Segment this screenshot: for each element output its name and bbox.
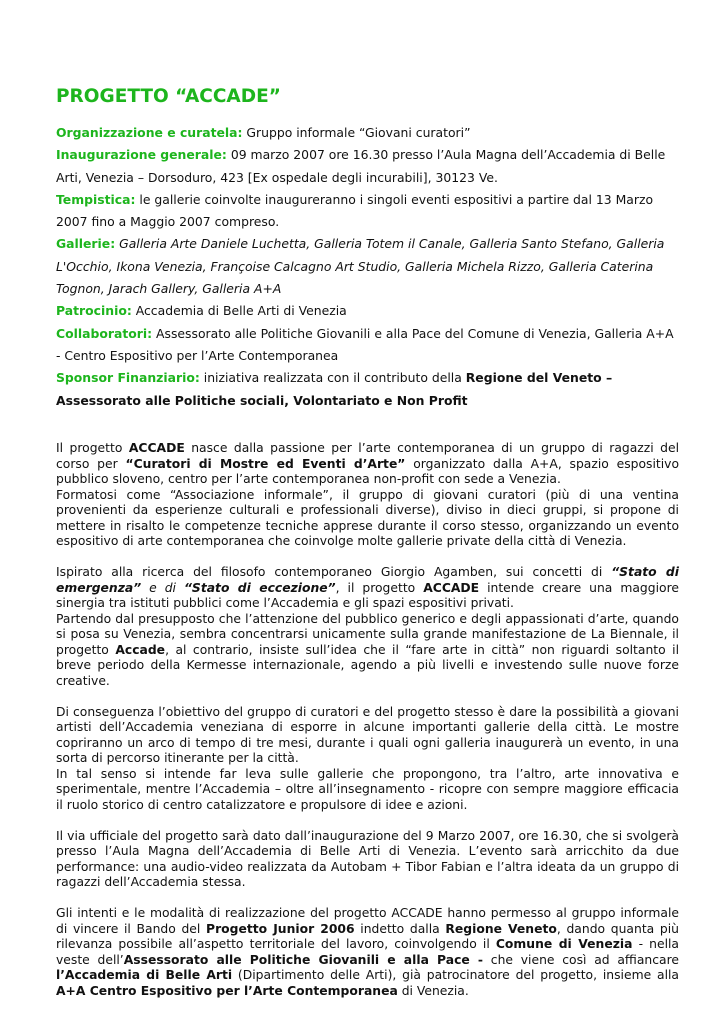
text-run: (Dipartimento delle Arti), già patrocinatore del progetto, insieme alla (232, 968, 679, 982)
text-run-bold: ACCADE (423, 580, 480, 595)
text-run: di Venezia. (397, 983, 469, 998)
paragraph: Di conseguenza l’obiettivo del gruppo di curatori e del progetto stesso è dare la possibilità a giovani artisti dell’Accademia veneziana di esporre in alcune importanti gallerie della città. Le mostre copriranno un arco di tempo di tre mesi, durante i quali ogni galleria inaugurerà un evento, in una sorta di percorso itinerante per la città. (56, 704, 679, 765)
info-collaboratori (56, 323, 679, 368)
text-run-bold: ACCADE (128, 441, 185, 455)
info-value: Gruppo informale “Giovani curatori” (242, 125, 471, 140)
text-run-bold: “Curatori di Mostre ed Eventi d’Arte” (125, 456, 406, 471)
info-value-bold: Regione del Veneto – Assessorato alle Politiche sociali, Volontariato e Non Profit (56, 370, 613, 408)
text-run: , dando quanta più rilevanza possibile all’aspetto territoriale del lavoro, coinvolgendo il (56, 921, 680, 951)
info-value: 09 marzo 2007 ore 16.30 presso l’Aula Magna dell’Accademia di Belle Arti, Venezia – Dorsoduro, 423 [Ex ospedale degli incurabili], 30123 Ve. (56, 147, 666, 185)
paragraph (56, 612, 679, 690)
text-run-bold: Regione Veneto (445, 921, 557, 936)
text-run: , il progetto (335, 580, 424, 595)
page-title: PROGETTO “ACCADE” (56, 86, 281, 107)
text-run-bold: l’Accademia di Belle Arti (56, 968, 233, 982)
paragraph (56, 565, 679, 612)
info-value: Accademia di Belle Arti di Venezia (131, 303, 347, 319)
text-run: nasce dalla passione per l’arte contemporanea di un gruppo di ragazzi del corso per (56, 441, 679, 471)
info-label: Gallerie: (56, 236, 116, 252)
info-patrocinio (56, 300, 679, 322)
text-run-bold: Assessorato alle Politiche Giovanili e alla Pace - (123, 952, 484, 967)
text-run: indetto dalla (354, 921, 446, 936)
paragraph (56, 441, 679, 488)
text-run-bold: Accade (115, 642, 166, 657)
text-run: Partendo dal presupposto che l’attenzione del pubblico generico e degli appassionati d’arte, quando si posa su Venezia, sembra concentrarsi unicamente sulla grande manifestazione de La Biennale, il progetto (56, 611, 679, 657)
info-organizzazione (56, 122, 679, 144)
text-run-bold-italic: “Stato di eccezione” (183, 580, 336, 595)
paragraph: In tal senso si intende far leva sulle gallerie che propongono, tra l’altro, arte innovativa e sperimentale, mentre l’Accademia – oltre all’insegnamento - ricopre con sempre maggiore efficacia il ruolo storico di centro catalizzatore e propulsore di idee e azioni. (56, 766, 679, 812)
text-run: , al contrario, insiste sull’idea che il “fare arte in città” non riguardi soltanto il breve periodo della Kermesse internazionale, agendo a più livelli e investendo sulle nuove forze creative. (56, 642, 680, 688)
paragraph: Il via ufficiale del progetto sarà dato dall’inaugurazione del 9 Marzo 2007, ore 16.30, che si svolgerà presso l’Aula Magna dell’Accademia di Belle Arti di Venezia. L’evento sarà arricchito da due performance: una audio-video realizzata da Autobam + Tibor Fabian e l’altra ideata da un gruppo di ragazzi dell’Accademia stessa. (56, 828, 679, 889)
info-label: Inaugurazione generale: (56, 147, 227, 163)
text-run: Ispirato alla ricerca del filosofo contemporaneo Giorgio Agamben, sui concetti di (56, 565, 612, 579)
info-value: Galleria Arte Daniele Luchetta, Galleria Totem il Canale, Galleria Santo Stefano, Galleria L'Occhio, Ikona Venezia, Françoise Calcagno Art Studio, Galleria Michela Rizzo, Galleria Caterina Tognon, Jarach Gallery, Galleria A+A (56, 236, 665, 297)
info-inaugurazione (56, 144, 679, 189)
text-run-italic: e di (141, 580, 184, 595)
project-info (56, 122, 679, 412)
text-run-bold: Progetto Junior 2006 (206, 921, 355, 936)
info-value: iniziativa realizzata con il contributo della (199, 370, 466, 386)
text-run: Il progetto (56, 441, 129, 455)
text-run: intende creare una maggiore sinergia tra istituti pubblici come l’Accademia e gli spazi espositivi privati. (56, 580, 679, 610)
paragraph: Formatosi come “Associazione informale”, il gruppo di giovani curatori (più di una ventina provenienti da esperienze culturali e professionali diverse), diviso in dieci gruppi, si propone di mettere in risalto le competenze tecniche apprese durante il corso stesso, organizzando un evento espositivo di arte contemporanea che coinvolge molte gallerie private della città di Venezia. (56, 487, 679, 548)
text-run: - nella veste dell’ (56, 937, 679, 967)
text-run: Gli intenti e le modalità di realizzazione del progetto ACCADE hanno permesso al gruppo informale di vincere il Bando del (56, 906, 679, 936)
info-gallerie (56, 233, 679, 300)
text-run-bold: Comune di Venezia (495, 937, 633, 951)
info-label: Organizzazione e curatela: (56, 125, 243, 140)
info-label: Tempistica: (56, 191, 136, 207)
info-value: Assessorato alle Politiche Giovanili e alla Pace del Comune di Venezia, Galleria A+A - Centro Espositivo per l’Arte Contemporanea (56, 325, 674, 363)
text-run-bold-italic: “Stato di emergenza” (56, 565, 679, 595)
info-label: Sponsor Finanziario: (56, 370, 200, 386)
text-run-bold: A+A Centro Espositivo per l’Arte Contemporanea (56, 983, 398, 998)
text-run: che viene così ad affiancare (483, 952, 679, 967)
info-value: le gallerie coinvolte inaugureranno i singoli eventi espositivi a partire dal 13 Marzo 2007 fino a Maggio 2007 compreso. (56, 191, 654, 230)
info-sponsor (56, 367, 679, 412)
info-tempistica (56, 189, 679, 234)
text-run: organizzato dalla A+A, spazio espositivo pubblico sloveno, centro per l’arte contemporanea non-profit con sede a Venezia. (56, 456, 680, 486)
info-label: Patrocinio: (56, 303, 132, 319)
info-label: Collaboratori: (56, 325, 153, 341)
paragraph (56, 906, 679, 999)
body-text (56, 441, 679, 1015)
